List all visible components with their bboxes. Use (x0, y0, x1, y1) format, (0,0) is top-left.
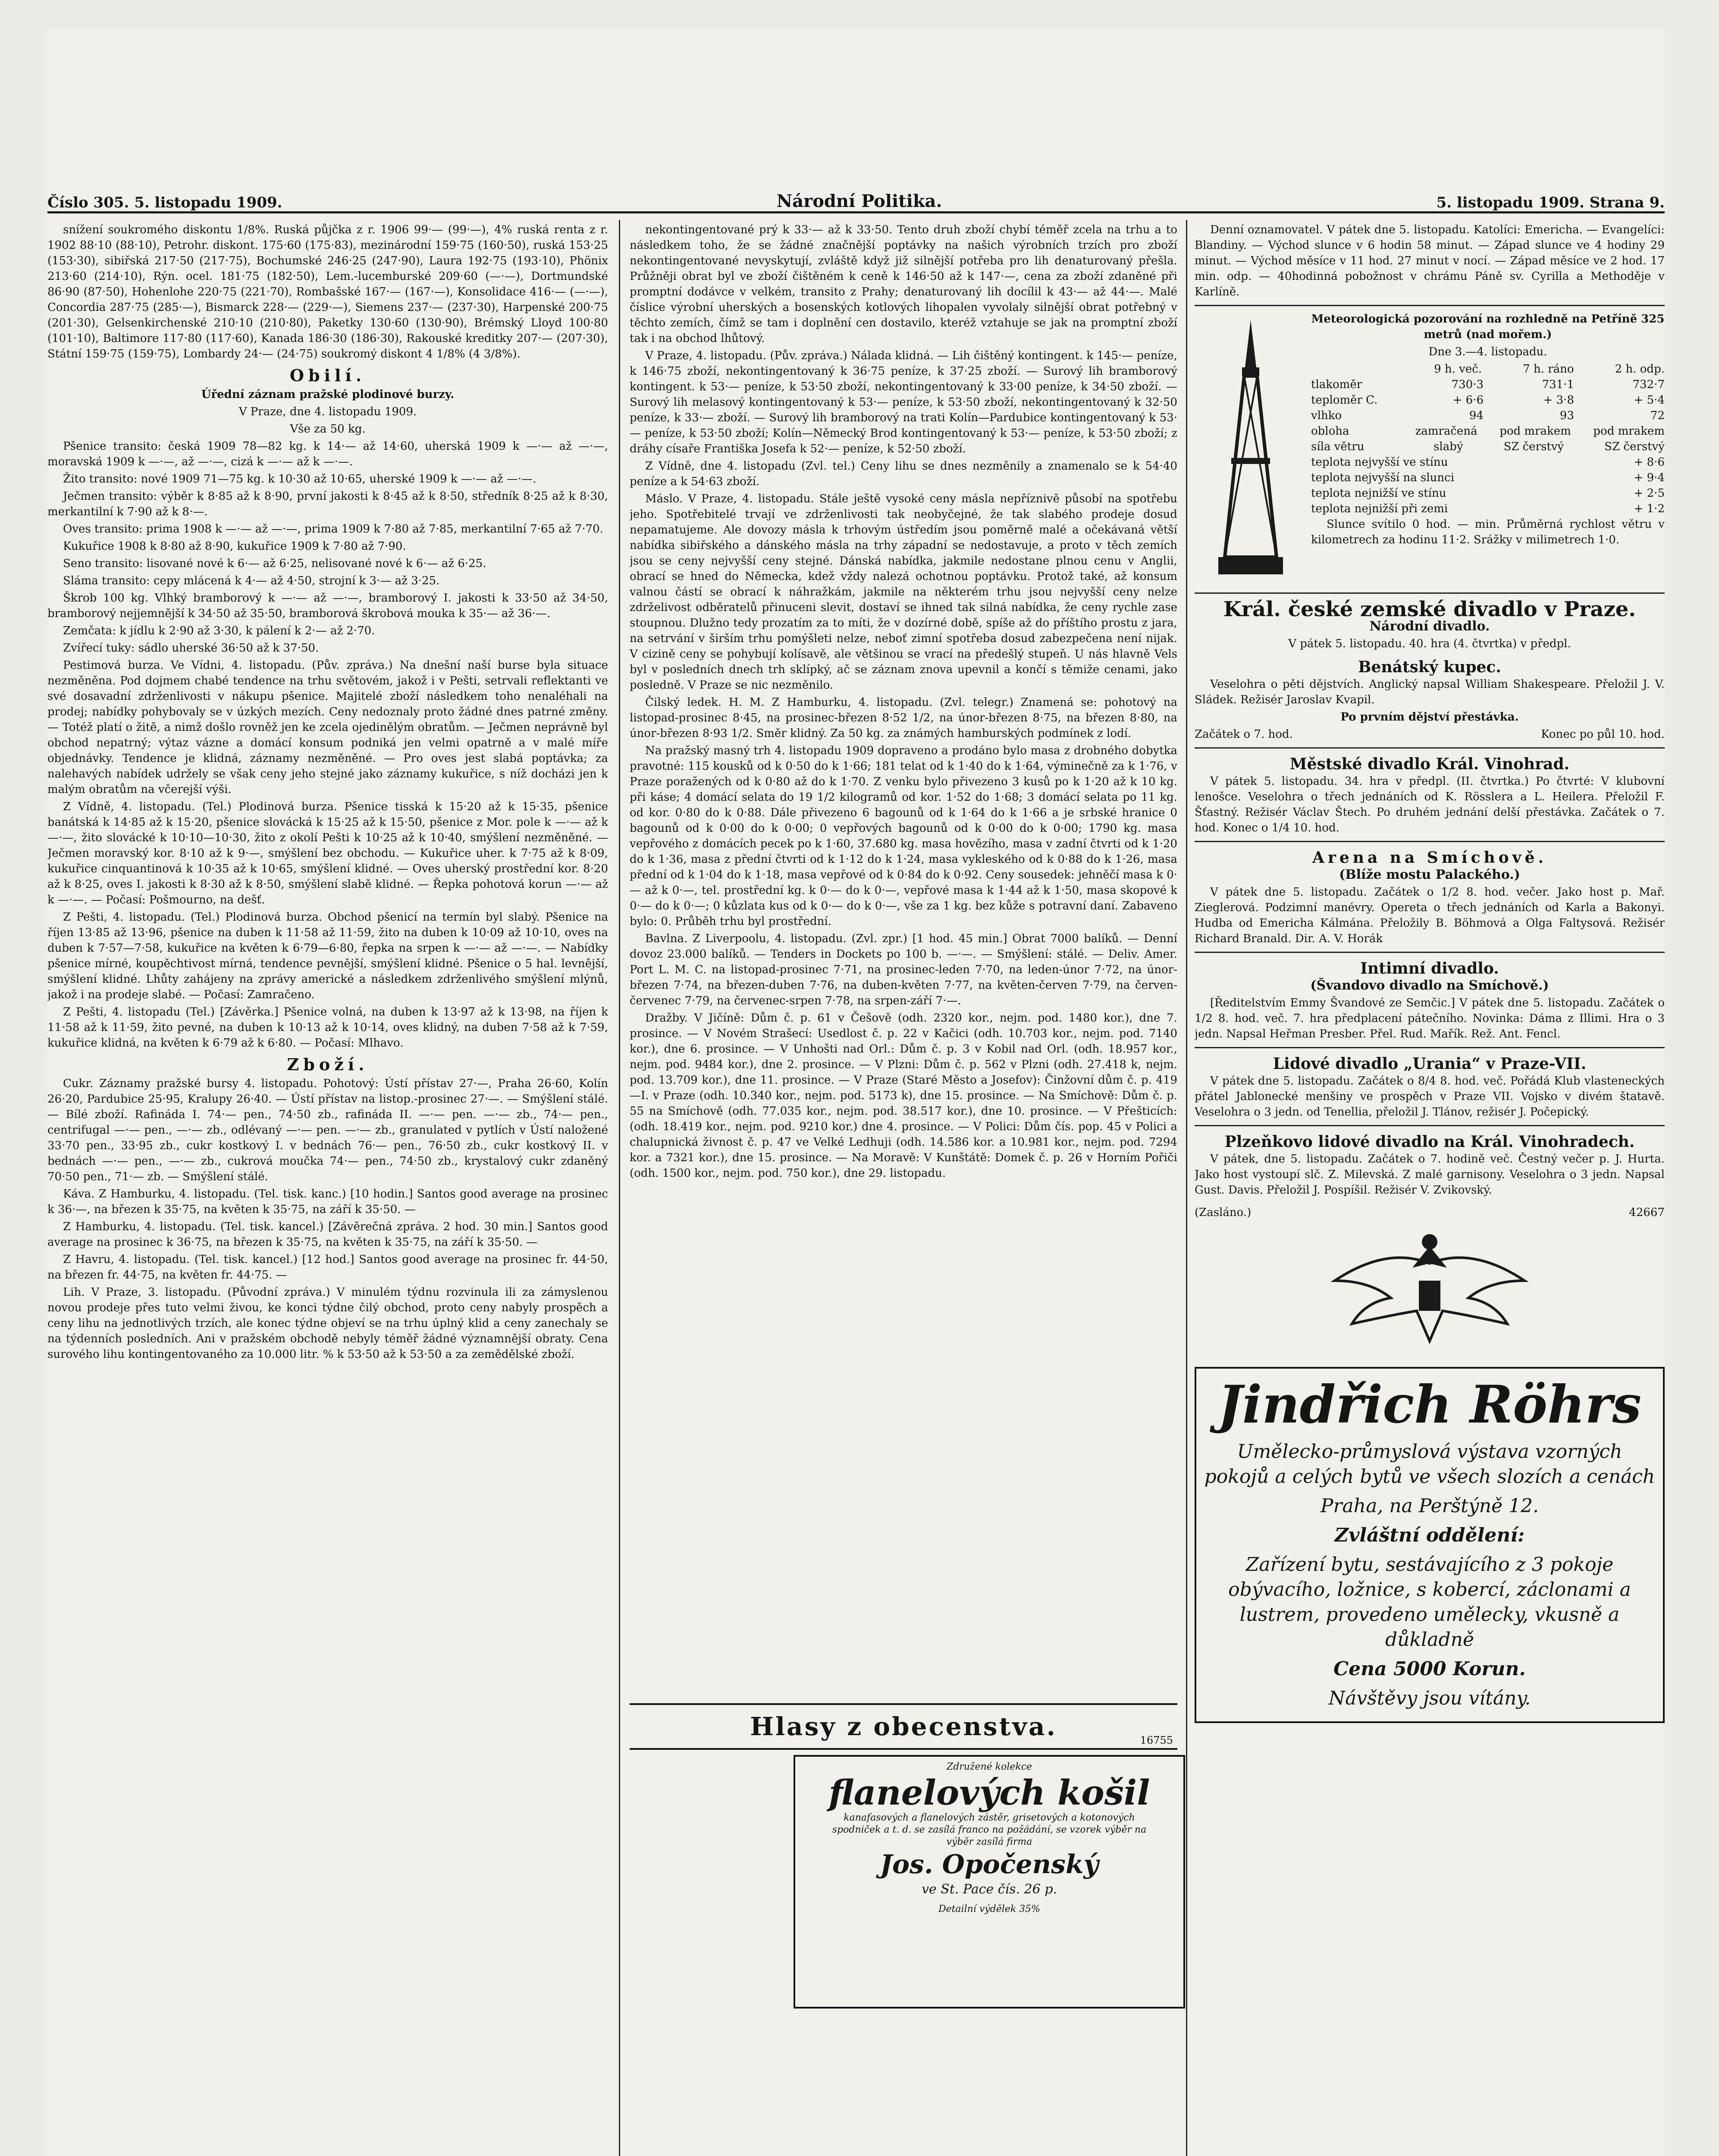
divider (1195, 305, 1665, 306)
theatre-title: Lidové divadlo „Urania“ v Praze-VII. (1273, 1055, 1587, 1073)
meteo-value: pod mrakem (1499, 425, 1571, 438)
rohrs-visit: Návštěvy jsou vítány. (1328, 1687, 1531, 1709)
meteo-row (1311, 423, 1665, 439)
meteo-label: obloha (1311, 425, 1349, 438)
divider (1195, 1125, 1665, 1126)
ad-top-line: Združené kolekce (946, 1761, 1032, 1772)
ad-headline: flanelových košil (828, 1772, 1150, 1813)
rohrs-offer: Zařízení bytu, sestávajícího z 3 pokoje obývacího, ložnice, s kobercí, záclonami a lustrem, provedeno umělecky, vkusně a důkladně (1228, 1554, 1631, 1651)
article-paragraph: Kukuřice 1908 k 8·80 až 8·90, kukuřice 1909 k 7·80 až 7·90. (63, 540, 406, 553)
zaslano-number: 42667 (1629, 1206, 1665, 1219)
rohrs-price: Cena 5000 Korun. (1333, 1658, 1526, 1680)
article-paragraph: Dražby. V Jičíně: Dům č. p. 61 v Češově (odh. 2320 kor., nejm. pod. 1480 kor.), dne 7. prosince. — V Novém Strašecí: Usedlost č. p. 22 v Kačici (odh. 10.703 kor., nejm. pod. 7140 kor.), dne 6. prosince. — V Unhošti nad Orl.: Dům č. p. 3 v Kobil nad Orl. (odh. 18.957 kor., nejm. pod. 9484 kor.), dne 2. prosince. — V Plzni: Dům č. p. 562 v Plzni (odh. 27.418 k, nejm. pod. 13.709 kor.), dne 11. prosince. — V Praze (Staré Město a Josefov): Činžovní dům č. p. 419—I. v Praze (odh. 10.340 kor., nejm. pod. 5173 k), dne 15. prosince. — Na Smíchově: Dům č. p. 55 na Smíchově (odh. 77.035 kor., nejm. pod. 38.517 kor.), dne 10. prosince. — V Přešticích: (odh. 18.419 kor., nejm. pod. 9210 kor.) dne 4. prosince. — V Polici: Dům čís. pop. 45 v Polici a chalupnická živnost č. p. 47 ve Velké Ledhuji (odh. 14.586 kor. a 10.981 kor., nejm. pod. 7294 kor. a 7321 kor.), dne 15. prosince. — Na Moravě: V Kunštátě: Domek č. p. 26 v Horním Pořiči (odh. 1500 kor., nejm. pod. 750 kor.), dne 29. listopadu. (630, 1012, 1177, 1180)
ad-firm: Jos. Opočenský (880, 1849, 1099, 1880)
rohrs-dept: Zvláštní oddělení: (1334, 1524, 1525, 1546)
hlasy-title: Hlasy z obecenstva. (750, 1712, 1057, 1741)
column-announcements (1195, 222, 1665, 2156)
meteo-row (1311, 392, 1665, 408)
divider (1195, 1047, 1665, 1048)
article-paragraph: Bavlna. Z Liverpoolu, 4. listopadu. (Zvl. zpr.) [1 hod. 45 min.] Obrat 7000 balíků. — Denní dovoz 23.000 balíků. — Tenders in Dockets po 100 b. —·—. — Smýšlení: stálé. — Deliv. Amer. Port L. M. C. na listopad-prosinec 7·71, na prosinec-leden 7·70, na leden-únor 7·72, na únor-březen 7·74, na březen-duben 7·76, na duben-květen 7·77, na květen-červen 7·79, na červen-červenec 7·79, na červenec-srpen 7·78, na srpen-září 7·—. (630, 932, 1177, 1007)
column-rule (619, 220, 620, 2156)
theatre-interval: Po prvním dějství přestávka. (1340, 711, 1519, 724)
article-paragraph: Máslo. V Praze, 4. listopadu. Stále ještě vysoké ceny másla nepříznivě působí na spotřebu jeho. Spotřebitelé trvají ve zdrženlivosti tak neobyčejné, že tak slabého prodeje dosud nepamatujeme. Ale dovozy másla k trhovým ústředím jsou poměrně malé a očekávaná větší nabídka sibiřského a dánského másla na trhy západní se nedostavuje, a proto v těch zemích jsou se ceny nejvyšší ceny stejné. Dánská nabídka, jakmile nedostane plnou cenu v Anglii, obrací se hned do Německa, kdež vždy nalezá ochotnou poptávku. Protož také, až konsum valnou částí se obrací k náhražkám, jakmile na některém trhu jsou nejvyšší ceny nelze zdrželivost odběratelů přinuceni slevit, dostaví se ihned tak silná nabídka, že ceny rychle zase stoupnou. Dlužno tedy prozatím za to míti, že v dozírné době, spíše až do příštího prostu z jara, na setrvání v širším trhu pomýšleti nelze, neboť zimní spotřeba dosud zabezpečena není nijak. V cizině ceny se pohybují kolísavě, ale většinou se vrací na předešlý stupeň. U nás hlavně Vels byl v posledních dnech trh sklípký, ač se záznam znova upevnil a končí s těmiže cenami, jako posledně. V Praze se nic nezměnilo. (630, 492, 1177, 692)
meteo-row (1311, 439, 1665, 454)
meteo-title: Meteorologická pozorování na rozhledně na Petříně 325 metrů (nad mořem.) (1311, 313, 1665, 341)
zaslano-label: (Zasláno.) (1195, 1206, 1252, 1219)
article-paragraph: snížení soukromého diskontu 1/8%. Ruská půjčka z r. 1906 99·— (99·—), 4% ruská renta z r. 1902 88·10 (88·10), Petrohr. diskont. 175·60 (175·83), mezinárodní 159·75 (160·50), ruská 153·25 (153·30), sibiřská 217·50 (217·75), Bochumské 246·25 (247·90), Laura 192·75 (193·10), Phönix 213·60 (214·10), Rýn. ocel. 181·75 (182·50), Lem.-lucemburské 209·60 (—·—), Dortmundské 86·90 (87·50), Hohenlohe 220·75 (221·70), Rombašské 167·— (167·—), Konsolidace 416·— (—·—), Concordia 287·75 (285·—), Bismarck 228·— (229·—), Siemens 237·— (237·30), Harpenské 200·75 (201·30), Gelsenkirchenské 210·10 (210·80), Paketky 130·60 (130·90), Brémský Lloyd 100·80 (101·10), Baltimore 117·80 (117·60), Kanada 186·30 (186·30), Rakouské kreditky 207·— (207·30), Státní 159·75 (159·75), Lombardy 24·— (24·75) soukromý diskont 4 1/8% (4 3/8%). (47, 223, 608, 360)
meteo-value: + 3·8 (1543, 394, 1574, 407)
page-header (47, 172, 1665, 213)
theatre-subtitle: Národní divadlo. (1369, 619, 1490, 634)
article-paragraph: V Praze, 4. listopadu. (Pův. zpráva.) Nálada klidná. — Lih čištěný kontingent. k 145·— peníze, k 146·75 zboží, nekontingentovaný k 36·75 peníze, k 37·25 zboží. — Surový lih bramborový kontingent. k 53·— peníze, k 53·50 zboží, nekontingentovaný k 33·00 peníze, k 34·50 zboží. — Surový lih melasový kontingentovaný k 53·— peníze, k 53·50 zboží, nekontingentovaný k 32·50 peníze, k 33·— zboží. — Surový lih bramborový na trati Kolín—Pardubice kontingentovaný k 53·— peníze, k 53·50 zboží; Kolín—Německý Brod kontingentovaný k 53·— peníze, k 53·50 zboží; z dráhy císaře Františka Josefa k 52·— peníze, k 52·50 zboží. (630, 349, 1177, 455)
theatre-desc: V pátek dne 5. listopadu. Začátek o 1/2 8. hod. večer. Jako host p. Mař. Zieglerová. Podzimní manévry. Opereta o třech jednáních od Karla a Bakonyi. Hudba od Emericha Kálmána. Přeložily B. Böhmová a Olga Faltysová. Režisér Richard Branald. Dir. A. V. Horák (1195, 886, 1665, 945)
meteo-header-row (1311, 361, 1665, 377)
article-paragraph: Káva. Z Hamburku, 4. listopadu. (Tel. tisk. kanc.) [10 hodin.] Santos good average na prosinec k 36·—, na březen k 35·75, na květen k 35·75, na září k 35·50. — (47, 1188, 608, 1216)
meteo-label: teploměr C. (1311, 394, 1378, 407)
flannel-shirts-ad (794, 1755, 1185, 2009)
end-time: Konec po půl 10. hod. (1541, 728, 1665, 741)
meteo-label: teplota nejvyšší ve stínu (1311, 456, 1448, 469)
meteo-dates: Dne 3.—4. listopadu. (1428, 345, 1547, 358)
header-issue: Číslo 305. 5. listopadu 1909. (47, 194, 282, 211)
theatre-desc: V pátek, dne 5. listopadu. Začátek o 7. hodině več. Čestný večer p. J. Hurta. Jako host vystoupí slč. Z. Milevská. Z malé garnisony. Veselohra o 3 jedn. Napsal Gust. Davis. Přeložil J. Pospíšil. Režisér V. Zvikovský. (1195, 1153, 1665, 1197)
rohrs-text: Umělecko-průmyslová výstava vzorných pokojů a celých bytů ve všech slozích a cenách (1204, 1441, 1655, 1488)
meteo-tail: Slunce svítilo 0 hod. — min. Průměrná rychlost větru v kilometrech za hodinu 11·2. Srážky v milimetrech 1·0. (1311, 518, 1665, 546)
article-paragraph: Na pražský masný trh 4. listopadu 1909 dopraveno a prodáno bylo masa z drobného dobytka pravotné: 115 kousků od k 0·50 do k 1·66; 181 telat od k 1·40 do k 1·64, výminečně za k 1·76, v Praze poražených od k 0·80 až do k 1·70. Z venku bylo přivezeno 3 kusů po k 1·20 až k 10 kg. při káse; 4 domácí selata do 19 1/2 kilogramů od kor. 1·52 do 1·68; 3 domácí selata po 11 kg. od kor. 0·80 do k 0·88. Dále přivezeno 6 bagounů od k 1·64 do k 1·66 a je srbské hranice 0 bagounů od k 0·00 do k 0·00; 0 vepřových bagounů od k 0·00 do k 0·00; 1790 kg. masa vepřového z domácích pecek po k 1·60, 37.680 kg. masa hovězího, masa v zadní čtvrti od k 1·20 do k 1·36, masa z přední čtvrti od k 1·12 do k 1·24, masa vykleského od k 0·88 do k 1·26, masa přední od k 1·04 do k 1·18, masa vepřové od k 0·84 do k 0·92. Ceny sousedek: jehněčí masa k 0·— až k 0·—, tel. prostřední kg. k 0·— do k 0·—, vepřové masa k 1·44 až k 1·50, masa skopové k 0·— do k 0·—; 0 kůzlata kus od k 0·— do k 0·—, vše za 1 kg. bez kůže s potravní daní. Zabaveno bylo: 0. Průběh trhu byl prostřední. (630, 744, 1177, 928)
meteo-extra-row (1311, 501, 1665, 517)
rohrs-ad (1195, 1367, 1665, 1723)
meteo-value: 72 (1650, 409, 1665, 422)
article-paragraph: Pšenice transito: česká 1909 78—82 kg. k 14·— až 14·60, uherská 1909 k —·— až —·—, moravská 1909 k —·—, až —·—, cizá k —·— až k —·—. (47, 440, 608, 468)
article-paragraph: Žito transito: nové 1909 71—75 kg. k 10·30 až 10·65, uherské 1909 k —·— až —·—. (63, 473, 536, 486)
divider (1195, 841, 1665, 842)
meteo-value: + 6·6 (1452, 394, 1484, 407)
meteo-value: 730·3 (1451, 378, 1484, 391)
meteo-value: 731·1 (1542, 378, 1574, 391)
theatre-title: Král. české zemské divadlo v Praze. (1223, 597, 1636, 621)
meteo-value: + 9·4 (1634, 471, 1665, 484)
meteo-label: teplota nejnižší při zemi (1311, 502, 1448, 515)
meteo-value: 732·7 (1632, 378, 1665, 391)
section-heading-obili: Obilí. (289, 366, 366, 385)
theatre-title: Intimní divadlo. (1360, 959, 1499, 978)
exchange-heading: Úřední záznam pražské plodinové burzy. (201, 388, 455, 401)
theatre-title: Arena na Smíchově. (1312, 849, 1547, 867)
section-heading-zbozi: Zboží. (287, 1055, 369, 1074)
article-paragraph: Pestimová burza. Ve Vídni, 4. listopadu. (Pův. zpráva.) Na dnešní naší burse byla situace nezměněna. Pod dojmem chabé tendence na trhu světovém, jakož i v Pešti, setrvali reflektanti ve své dosavadní zdrženlivosti v nákupu pšenice. Majitelé zboží následkem toho nenaléhali na prodej; nabídky pohybovaly se v úzkých mezích. Ceny nedoznaly proto žádné dnes patrné změny. — Totéž platí o žitě, a nimž došlo rovněž jen ke zcela ojedinělým obratům. — Ječmen neprávně byl obchod nepatrný; výtaz vázne a domácí konsum podniká jen velmi opatrně a v malé míře objednávky. Tendence je klidná, záznamy nezměněné. — Pro oves jest slabá poptávka; za nalehavých nabídek udržely se však ceny jeho stejné jako záznamy kukuřice, s níž docházi jen k malým obratům na včerejší výši. (47, 659, 608, 796)
column-commodities (630, 222, 1177, 1697)
article-paragraph: Škrob 100 kg. Vlhký bramborový k —·— až —·—, bramborový I. jakosti k 33·50 až 34·50, bramborový nejjemnější k 34·50 až 35·50, bramborová škrobová mouka k 35·— až 36·—. (47, 592, 608, 620)
article-paragraph: Seno transito: lisované nové k 6·— až 6·25, nelisované nové k 6·— až 6·25. (63, 557, 486, 570)
article-paragraph: Lih. V Praze, 3. listopadu. (Původní zpráva.) V minulém týdnu rozvinula ili za zámyslenou novou prodeje přes tuto velmi živou, ke konci týdne čilý obchod, proto ceny nabyly prospěch a ceny lihu na jednotlivých trzích, ale konec týdne objeví se na trhu úplný klid a ceny zanechaly se na týdenních posledních. Ani v pražském obchodě nebyly téměř žádné významnější obraty. Cena surového lihu kontingentovaného za 10.000 litr. % k 53·50 až k 53·50 a za zemědělské zboží. (47, 1286, 608, 1361)
rohrs-address: Praha, na Perštýně 12. (1320, 1495, 1539, 1517)
article-paragraph: Z Pešti, 4. listopadu. (Tel.) Plodinová burza. Obchod pšenicí na termín byl slabý. Pšenice na říjen 13·85 až 13·96, pšenice na duben k 11·58 až 11·59, žito na duben k 10·09 až 10·10, oves na duben k 7·57—7·58, kukuřice na květen k 6·79—6·80, řepka na srpen k —·— až —·—. — Nabídky pšenice mírné, koupěchtivost mírná, tendence pevnější, smýšlení klidné. Pšenice o 5 hal. levnější, smýšlení klidné. Lhůty zahájeny na zprávy americké a následkem zdrženlivého smýšlení mlýnů, jakož i na prodeje slabé. — Počasí: Zamračeno. (47, 911, 608, 1001)
article-paragraph: Čilský ledek. H. M. Z Hamburku, 4. listopadu. (Zvl. telegr.) Znamená se: pohotový na listopad-prosinec 8·45, na prosinec-březen 8·52 1/2, na únor-březen 8·75, na březen 8·80, na únor-březen 8·93 1/2. Směr klidný. Za 50 kg. za známých hamburských podmínek z lodí. (630, 696, 1177, 740)
header-page: 5. listopadu 1909. Strana 9. (1436, 194, 1665, 211)
meteo-extra-row (1311, 486, 1665, 501)
start-time: Začátek o 7. hod. (1195, 728, 1293, 741)
article-paragraph: Cukr. Záznamy pražské bursy 4. listopadu. Pohotový: Ústí přístav 27·—, Praha 26·60, Kolín 26·20, Pardubice 25·95, Kralupy 26·40. — Ústí přístav na listop.-prosinec 27·—. — Smýšlení stálé. — Bílé zboží. Rafináda I. 74·— pen., 74·50 zb., rafináda II. —·— pen. —·— zb., 74·— pen., centrifugal —·— pen., —·— zb., odlévaný —·— pen. —·— zb., granulated v pytlích v Ústí naložené 33·70 pen., 33·95 zb., cukr kostkový I. v bednách 76·— pen., 76·50 zb., cukr kostkový II. v bednách —·— pen., —·— zb., cukrová moučka 74·— pen., 74·50 zb., krystalový cukr zdaněný 70·50 pen., 71·— zb. — Smýšlení stálé. (47, 1077, 608, 1183)
petrin-tower-icon (1195, 316, 1307, 583)
article-paragraph: Oves transito: prima 1908 k —·— až —·—, prima 1909 k 7·80 až 7·85, merkantilní 7·65 až 7·70. (63, 523, 603, 536)
meteo-label: tlakoměr (1311, 378, 1362, 391)
meteo-value: + 2·5 (1634, 487, 1665, 500)
meteo-col: 2 h. odp. (1615, 363, 1665, 376)
meteo-label: teplota nejnižší ve stínu (1311, 487, 1446, 500)
meteo-row (1311, 408, 1665, 423)
meteo-col: 7 h. ráno (1523, 363, 1574, 376)
theatre-desc: Veselohra o pěti dějstvích. Anglický napsal William Shakespeare. Přeložil J. V. Sládek. Režisér Jaroslav Kvapil. (1195, 678, 1665, 706)
theatre-times (1195, 727, 1665, 742)
meteo-value: slabý (1434, 440, 1463, 453)
play-title: Benátský kupec. (1358, 658, 1501, 676)
meteo-extra-row (1311, 470, 1665, 486)
daily-announcer: Denní oznamovatel. V pátek dne 5. listopadu. Katolíci: Emericha. — Evangelíci: Blandiny. — Východ slunce v 6 hodin 58 minut. — Západ slunce ve 4 hodiny 29 minut. — Východ měsíce v 11 hod. 27 minut v nocí. — Západ měsíce ve 2 hod. 17 min. odp. — 40hodinná pobožnost v chrámu Páně sv. Cyrilla a Methoděje v Karlíně. (1195, 223, 1665, 298)
meteo-value: SZ čerstvý (1604, 440, 1665, 453)
theatre-subtitle: (Švandovo divadlo na Smíchově.) (1310, 978, 1549, 993)
meteo-value: 94 (1469, 409, 1484, 422)
meteo-value: zamračená (1415, 425, 1477, 438)
article-paragraph: Z Pešti, 4. listopadu (Tel.) [Závěrka.] Pšenice volná, na duben k 13·97 až k 13·98, na říjen k 11·58 až k 11·59, žito pevné, na duben k 10·13 až k 10·14, oves klidný, na duben 7·58 až k 7·59, kukuřice klidná, na květen k 6·79 až k 6·80. — Počasí: Mlhavo. (47, 1006, 608, 1050)
divider (1195, 952, 1665, 953)
article-paragraph: Ječmen transito: výběr k 8·85 až k 8·90, první jakosti k 8·45 až k 8·50, středník 8·25 až k 8·30, merkantilní k 7·90 až k 8·—. (47, 490, 608, 518)
newspaper-page (47, 30, 1665, 2156)
meteo-value: + 1·2 (1634, 502, 1665, 515)
article-paragraph: Z Vídně, 4. listopadu. (Tel.) Plodinová burza. Pšenice tisská k 15·20 až k 15·35, pšenice banátská k 14·85 až k 15·20, pšenice slovácká k 15·25 až k 15·50, pšenice z Mor. pole k —·— až k —·—, žito slovácké k 10·10—10·30, žito z okolí Pešti k 10·25 až k 10·40, smýšlení nezměněné. — Ječmen moravský kor. 8·10 až k 9·—, smýšlení bez obchodu. — Kukuřice uher. k 7·75 až k 8·09, kukuřice cinquantinová k 10·35 až k 10·65, smýšlení klidné. — Oves uherský prostřední kor. 8·20 až k 8·25, oves I. jakosti k 8·30 až k 8·50, smýšlení slabě klidné. — Řepka pohotová korun —·— až k —·—. — Počasí: Pošmourno, na dešť. (47, 800, 608, 906)
theatre-subtitle: (Blíže mostu Palackého.) (1339, 867, 1520, 882)
column-markets (47, 222, 608, 2156)
meteo-value: 93 (1559, 409, 1574, 422)
article-paragraph: Zvířecí tuky: sádlo uherské 36·50 až k 37·50. (63, 642, 319, 655)
theatre-title: Městské divadlo Král. Vinohrad. (1289, 755, 1570, 773)
ad-footer: Detailní výdělek 35% (938, 1904, 1041, 1915)
exchange-date: V Praze, dne 4. listopadu 1909. (238, 405, 417, 418)
article-paragraph: Z Vídně, dne 4. listopadu (Zvl. tel.) Ceny lihu se dnes nezměnily a znamenalo se k 54·40 peníze a k 54·63 zboží. (630, 460, 1177, 488)
article-paragraph: nekontingentované prý k 33·— až k 33·50. Tento druh zboží chybí téměř zcela na trhu a to následkem toho, že se žádné značnější poptávky na našich výrobních trzích pro zboží nekontingentované nevyskytují, zvláště když již silnější potřeba pro lih denaturovaný přešla. Průžněji obrat byl ve zboží čištěném k ceně k 146·50 až k 147·—, cena za zboží zdaněné při promptní dodávce v velkém, transito z Prahy; denaturovaný lih docílil k 43·— až 44·—. Malé číslice výrobní uherských a bosenských kotlových lihopalen vyvolaly silnější obrat potřebný v těchto zemích, čímž se tam i doplnění cen dostavilo, kteréž vztahuje se jak na promptní zboží tak i na obchod lhůtový. (630, 223, 1177, 345)
meteo-label: vlhko (1311, 409, 1342, 422)
divider (1195, 592, 1665, 594)
article-paragraph: Z Havru, 4. listopadu. (Tel. tisk. kancel.) [12 hod.] Santos good average na prosinec fr. 44·50, na březen fr. 44·75, na květen fr. 44·75. — (47, 1253, 608, 1282)
ad-address: ve St. Pace čís. 26 p. (921, 1882, 1057, 1897)
meteo-table (1311, 311, 1665, 587)
theatre-desc: V pátek 5. listopadu. 34. hra v předpl. (II. čtvrtka.) Po čtvrté: V klubovní lenošce. Veselohra o třech jednáních od K. Rösslera a L. Heilera. Přeložil F. Šťastný. Režisér Václav Štech. Po druhém jednání delší přestávka. Začátek o 7. hod. Konec o 1/4 10. hod. (1195, 775, 1665, 834)
meteo-extra-row (1311, 454, 1665, 470)
divider (1195, 747, 1665, 749)
eagle-emblem-icon (1317, 1229, 1542, 1358)
meteo-value: + 5·4 (1634, 394, 1665, 407)
column-rule (1186, 220, 1187, 2156)
theatre-line: V pátek 5. listopadu. 40. hra (4. čtvrtka) v předpl. (1288, 637, 1571, 650)
ad-description: kanafasových a flanelových zástěr, grisetových a kotonových spodniček a t. d. se zasílá franco na požádání, se vzorek výběr na výběr zasílá firma (832, 1812, 1147, 1847)
meteo-value: SZ čerstvý (1503, 440, 1564, 453)
meteo-value: + 8·6 (1634, 456, 1665, 469)
meteo-value: pod mrakem (1593, 425, 1665, 438)
meteo-label: síla větru (1311, 440, 1365, 453)
meteo-col: 9 h. več. (1434, 363, 1482, 376)
meteo-label: teplota nejvyšší na slunci (1311, 471, 1455, 484)
article-paragraph: Sláma transito: cepy mlácená k 4·— až 4·50, strojní k 3·— až 3·25. (63, 574, 440, 587)
theatre-desc: [Ředitelstvím Emmy Švandové ze Semčic.] V pátek dne 5. listopadu. Začátek o 1/2 8. hod. več. 7. hra předplacení pátečního. Novinka: Dáma z Illimi. Hra o 3 jedn. Napsal Heřman Presber. Přel. Rud. Mařík. Rež. Ant. Fencl. (1195, 997, 1665, 1040)
theatre-desc: V pátek dne 5. listopadu. Začátek o 8/4 8. hod. več. Pořádá Klub vlasteneckých přátel Jablonecké menšiny ve prospěch v Praze VII. Vojsko v divém štatavě. Veselohra o 3 jedn. od Tenellia, přeložil J. Tlánov, režisér J. Počepický. (1195, 1075, 1665, 1119)
masthead-title: Národní Politika. (776, 191, 942, 211)
rohrs-name: Jindřich Röhrs (1217, 1374, 1642, 1435)
hlasy-number: 16755 (1140, 1734, 1173, 1746)
section-heading-hlasy (630, 1703, 1177, 1750)
article-paragraph: Zemčata: k jídlu k 2·90 až 3·30, k pálení k 2·— až 2·70. (63, 624, 375, 637)
exchange-unit: Vše za 50 kg. (290, 423, 366, 436)
meteo-block (1195, 311, 1665, 587)
theatre-title: Plzeňkovo lidové divadlo na Král. Vinohradech. (1224, 1133, 1635, 1151)
article-paragraph: Z Hamburku, 4. listopadu. (Tel. tisk. kancel.) [Závěrečná zpráva. 2 hod. 30 min.] Santos good average na prosinec k 36·75, na březen k 35·75, na květen k 35·75, na září k 35·50. — (47, 1220, 608, 1249)
zaslano-line (1195, 1205, 1665, 1220)
meteo-row (1311, 377, 1665, 392)
